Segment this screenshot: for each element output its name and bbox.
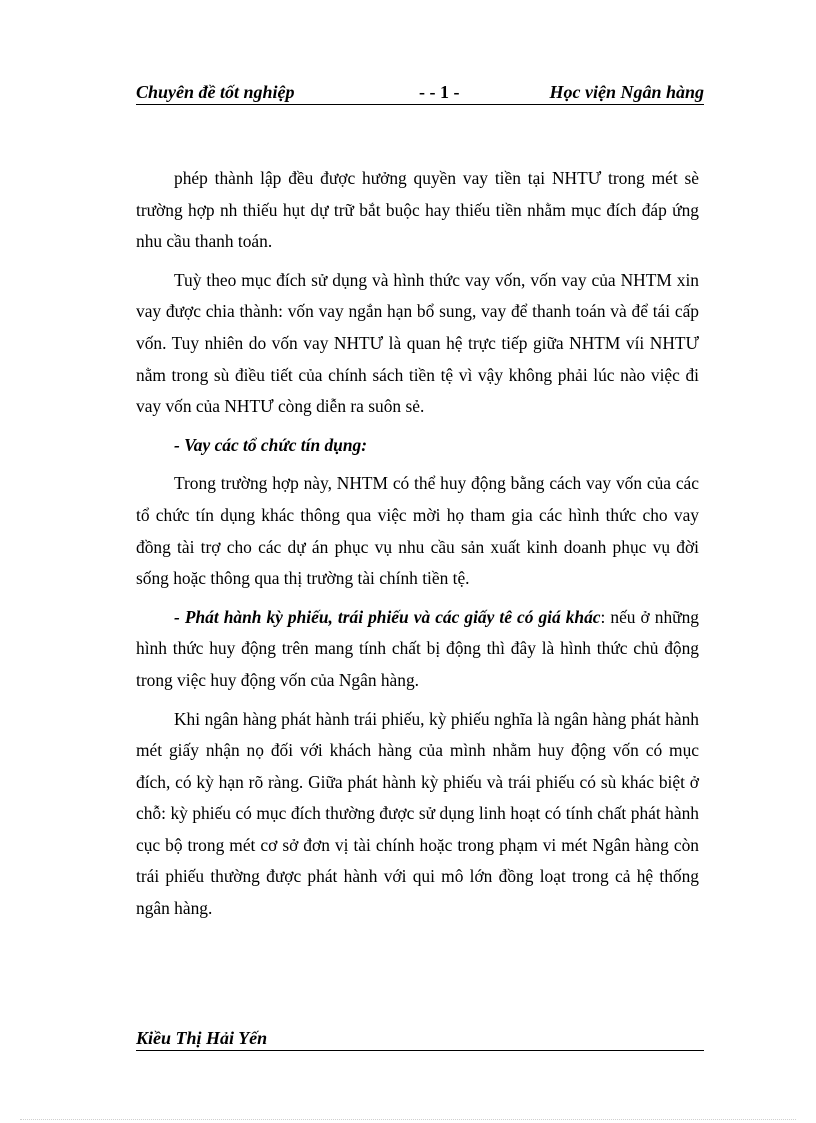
document-body <box>136 163 699 932</box>
header-page-number: - - 1 - <box>419 82 460 102</box>
paragraph-continuation: phép thành lập đều được hưởng quyền vay tiền tại NHTƯ trong mét sè trường hợp nh thiếu hụt dự trữ bắt buộc hay thiếu tiền nhằm mục đích đáp ứng nhu cầu thanh toán. <box>136 168 699 252</box>
paragraph-bonds: Khi ngân hàng phát hành trái phiếu, kỳ phiếu nghĩa là ngân hàng phát hành mét giấy nhận nọ đối với khách hàng của mình nhằm huy động vốn có mục đích, có kỳ hạn rõ ràng. Giữa phát hành kỳ phiếu và trái phiếu có sù khác biệt ở chỗ: kỳ phiếu có mục đích thường được sử dụng linh hoạt có tính chất phát hành cục bộ trong mét cơ sở đơn vị tài chính hoặc trong phạm vi mét Ngân hàng còn trái phiếu thường được phát hành với qui mô lớn đồng loạt trong cả hệ thống ngân hàng. <box>136 708 699 919</box>
page-header <box>136 80 704 105</box>
subheading-issuing-papers: - Phát hành kỳ phiếu, trái phiếu và các giấy tê có giá khác <box>174 606 601 627</box>
page-footer <box>136 1028 704 1051</box>
paragraph-issuing-papers <box>136 602 699 697</box>
header-institution: Học viện Ngân hàng <box>549 82 704 102</box>
paragraph-issuing-papers-text: : nếu ở những hình thức huy động trên mang tính chất bị động thì đây là hình thức chủ động trong việc huy động vốn của Ngân hàng. <box>136 606 699 690</box>
footer-author: Kiều Thị Hải Yến <box>136 1028 268 1048</box>
paragraph-credit-institutions: Trong trường hợp này, NHTM có thể huy động bằng cách vay vốn của các tổ chức tín dụng khác thông qua việc mời họ tham gia các hình thức cho vay đồng tài trợ cho các dự án phục vụ nhu cầu sản xuất kinh doanh phục vụ đời sống hoặc thông qua thị trường tài chính tiền tệ. <box>136 473 699 589</box>
paragraph-loan-purposes: Tuỳ theo mục đích sử dụng và hình thức vay vốn, vốn vay của NHTM xin vay được chia thành: vốn vay ngắn hạn bổ sung, vay để thanh toán và để tái cấp vốn. Tuy nhiên do vốn vay NHTƯ là quan hệ trực tiếp giữa NHTM víi NHTƯ nằm trong sù điều tiết của chính sách tiền tệ vì vậy không phải lúc nào việc đi vay vốn của NHTƯ còng diễn ra suôn sẻ. <box>136 269 699 417</box>
page-bottom-dotted-rule <box>20 1119 796 1120</box>
header-document-type: Chuyên đề tốt nghiệp <box>136 82 295 102</box>
subheading-credit-institutions: - Vay các tổ chức tín dụng: <box>174 434 368 455</box>
